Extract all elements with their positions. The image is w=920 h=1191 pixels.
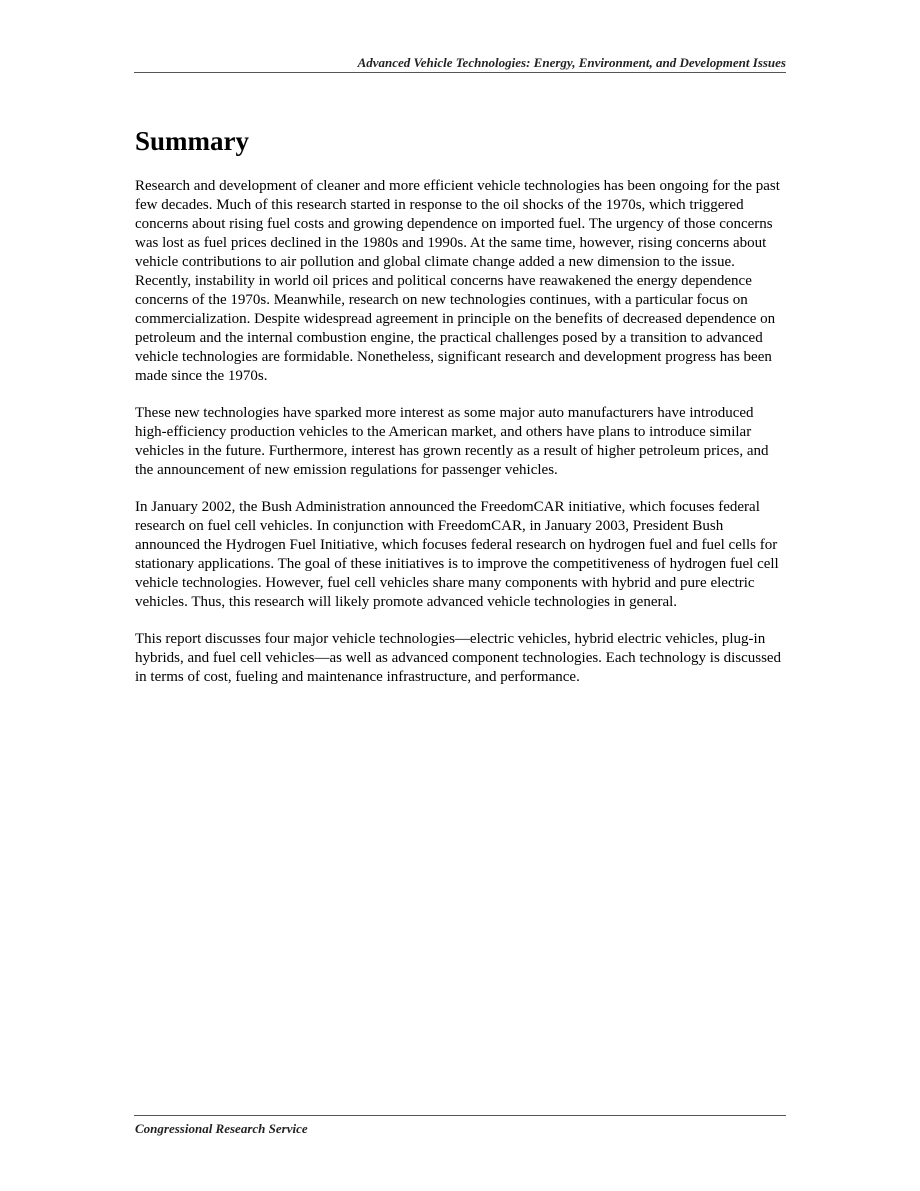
paragraph: Research and development of cleaner and more efficient vehicle technologies has been ongoing for the past few decades. Much of this research started in response to the oil shocks of the 1970s, which triggered concerns about rising fuel costs and growing dependence on imported fuel. The urgency of those concerns was lost as fuel prices declined in the 1980s and 1990s. At the same time, however, rising concerns about vehicle contributions to air pollution and global climate change added a new dimension to the issue. Recently, instability in world oil prices and political concerns have reawakened the energy dependence concerns of the 1970s. Meanwhile, research on new technologies continues, with a particular focus on commercialization. Despite widespread agreement in principle on the benefits of decreased dependence on petroleum and the internal combustion engine, the practical challenges posed by a transition to advanced vehicle technologies are formidable. Nonetheless, significant research and development progress has been made since the 1970s. — [135, 178, 780, 384]
running-header: Advanced Vehicle Technologies: Energy, Environment, and Development Issues — [357, 55, 786, 70]
paragraph: This report discusses four major vehicle technologies—electric vehicles, hybrid electric vehicles, plug-in hybrids, and fuel cell vehicles—as well as advanced component technologies. Each technology is discussed in terms of cost, fueling and maintenance infrastructure, and performance. — [135, 631, 782, 685]
summary-body — [135, 177, 787, 705]
paragraph: In January 2002, the Bush Administration announced the FreedomCAR initiative, which focuses federal research on fuel cell vehicles. In conjunction with FreedomCAR, in January 2003, President Bush announced the Hydrogen Fuel Initiative, which focuses federal research on hydrogen fuel and fuel cells for stationary applications. The goal of these initiatives is to improve the competitiveness of hydrogen fuel cell vehicle technologies. However, fuel cell vehicles share many components with hybrid and pure electric vehicles. Thus, this research will likely promote advanced vehicle technologies in general. — [135, 499, 779, 610]
running-footer: Congressional Research Service — [135, 1121, 308, 1136]
footer-divider — [134, 1115, 786, 1116]
header-divider — [134, 72, 786, 73]
page-title: Summary — [135, 126, 249, 156]
paragraph: These new technologies have sparked more interest as some major auto manufacturers have introduced high-efficiency production vehicles to the American market, and others have plans to introduce similar vehicles in the future. Furthermore, interest has grown recently as a result of higher petroleum prices, and the announcement of new emission regulations for passenger vehicles. — [135, 405, 769, 478]
